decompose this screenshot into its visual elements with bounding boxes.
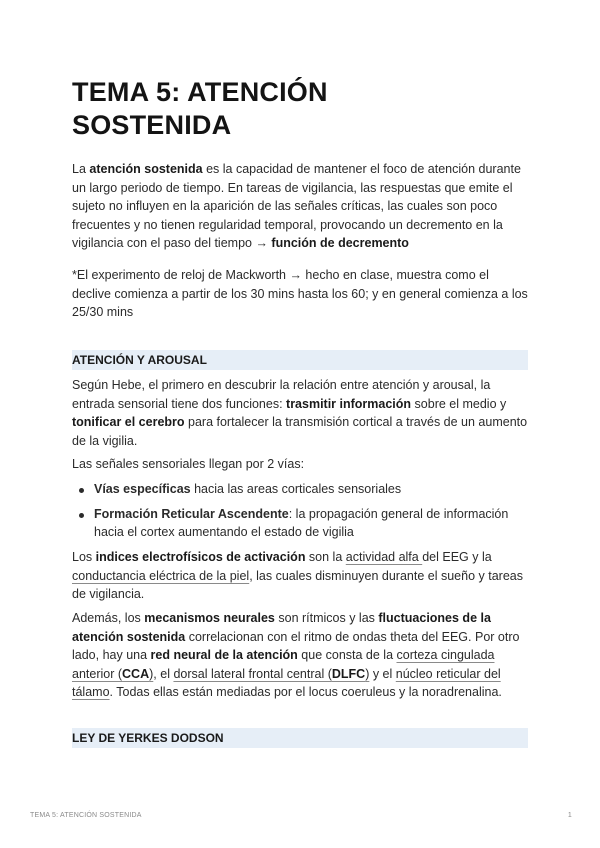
vias-list [72,480,528,548]
text: correlacionan con el ritmo de ondas theta del EEG. Por otro lado, hay una [72,629,520,663]
bold-term: función de decremento [271,236,409,251]
text: son la [305,550,346,564]
bold-term: indices electrofísicos de activación [95,550,306,564]
text: hacia las areas corticales sensoriales [190,482,402,496]
bullet-icon [79,488,84,493]
text: , el [153,666,174,681]
text: La [72,162,90,176]
text: que consta de la [297,648,397,663]
section-header-atencion-arousal: ATENCIÓN Y AROUSAL [72,350,528,370]
bold-term: CCA [122,666,150,681]
underlined-term [173,667,369,681]
text: corteza cingulada anterior ( [72,648,495,681]
text: son rítmicos y las [274,611,379,625]
footer-title: TEMA 5: ATENCIÓN SOSTENIDA [30,812,142,819]
underlined-term: núcleo reticular del tálamo [72,666,501,700]
text: dorsal lateral frontal central ( [173,666,332,681]
section-header-yerkes-dodson: LEY DE YERKES DODSON [72,728,528,748]
text: Los [72,550,96,564]
text: . Todas ellas están mediadas por el locus coeruleus y la noradrenalina. [109,685,502,700]
text: ) [365,666,370,681]
text: es la capacidad de mantener el foco de atención durante un largo periodo de tiempo. En tareas de vigilancia, las respuestas que emite el sujeto no influyen en la aparición de las señales críticas, las cuales son poco frecuentes y no tienen regularidad temporal, provocando un decremento en la vigilancia con el paso del tiempo → [72,162,521,251]
underlined-term: conductancia eléctrica de la piel [72,568,250,583]
bold-term: red neural de la atención [150,648,298,663]
bold-term: Formación Reticular Ascendente [94,506,289,521]
page-title [72,76,492,142]
text: Según Hebe, el primero en descubrir la relación entre atención y arousal, la entrada sensorial tiene dos funciones: [72,378,491,411]
bold-term: tonificar el cerebro [72,415,185,430]
list-item [72,480,528,499]
list-item [72,505,528,542]
bold-term: mecanismos neurales [144,611,275,625]
bold-term: fluctuaciones de la atención sostenida [72,611,491,644]
indices-paragraph [72,548,528,604]
hebe-paragraph [72,376,528,450]
text: del EEG y la [422,550,492,564]
bold-term: DLFC [331,666,366,681]
text: Además, los [72,611,145,625]
bold-term: trasmitir información [286,396,412,411]
mecanismos-paragraph [72,609,528,702]
title-line-1: TEMA 5: ATENCIÓN [72,77,328,107]
bold-term: atención sostenida [89,162,203,176]
intro-paragraph [72,160,528,253]
text: ) [149,666,154,681]
text: , las cuales disminuyen durante el sueño y tareas de vigilancia. [72,568,523,602]
underlined-term: actividad alfa [345,550,423,564]
bold-term: Vías específicas [94,482,191,496]
title-line-2: SOSTENIDA [72,110,232,140]
note-paragraph: *El experimento de reloj de Mackworth → hecho en clase, muestra como el declive comienza a partir de los 30 mins hasta los 60; y en general comienza a los 25/30 mins [72,268,528,320]
vias-intro: Las señales sensoriales llegan por 2 vías: [72,457,305,471]
bullet-icon [79,513,84,518]
page-number: 1 [567,812,572,819]
text: : la propagación general de información hacia el cortex aumentando el estado de vigilia [94,506,509,540]
text: para fortalecer la transmisión cortical a través de un aumento de la vigilia. [72,415,528,448]
text: y el [369,666,396,681]
text: sobre el medio y [411,396,507,411]
